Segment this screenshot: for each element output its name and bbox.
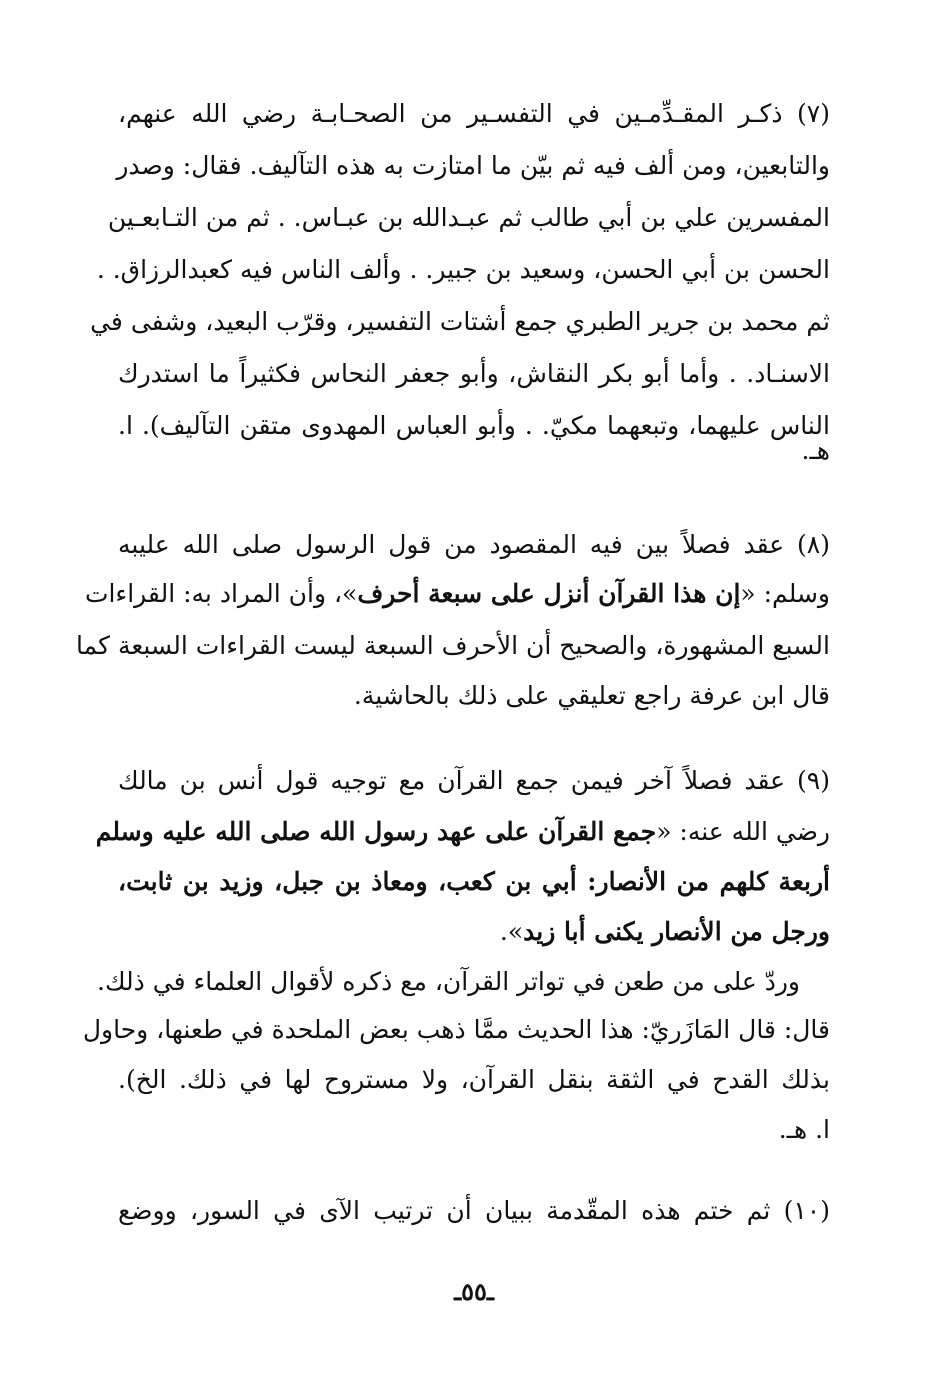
text-run: »، وأن المراد به: القراءات xyxy=(84,579,358,608)
text-line: (٩) عقد فصلاً آخر فيمن جمع القرآن مع توجيه قول أنس بن مالك xyxy=(118,766,830,795)
text-line: والتابعين، ومن ألف فيه ثم بيّن ما امتازت به هذه التآليف. فقال: وصدر xyxy=(116,151,830,180)
hadith-quote-line: أربعة كلهم من الأنصار: أبي بن كعب، ومعاذ بن جبل، وزيد بن ثابت، xyxy=(118,867,830,896)
text-line xyxy=(84,568,830,620)
text-line: الناس عليهما، وتبعهما مكيّ. . وأبو العباس المهدوى متقن التآليف). ا. xyxy=(118,411,830,440)
text-line: هـ. xyxy=(801,436,830,465)
text-line: قال ابن عرفة راجع تعليقي على ذلك بالحاشية. xyxy=(353,681,830,710)
text-run: ». xyxy=(499,917,524,946)
text-line xyxy=(95,806,830,858)
page-number: ـ٥٥ـ xyxy=(454,1277,494,1306)
text-line: الاسنـاد. . وأما أبو بكر النقاش، وأبو جعفر النحاس فكثيراً ما استدرك xyxy=(118,359,830,388)
text-line: السبع المشهورة، والصحيح أن الأحرف السبعة ليست القراءات السبعة كما xyxy=(76,631,830,660)
hadith-quote: إن هذا القرآن أنزل على سبعة أحرف xyxy=(357,579,741,608)
text-line: (٨) عقد فصلاً بين فيه المقصود من قول الرسول صلى الله عليبه xyxy=(118,530,830,559)
text-run: وسلم: « xyxy=(740,579,830,608)
text-line xyxy=(118,906,830,958)
text-line: (١٠) ثم ختم هذه المقّدمة ببيان أن ترتيب الآى في السور، ووضع xyxy=(118,1196,830,1225)
text-line: ثم محمد بن جرير الطبري جمع أشتات التفسير، وقرّب البعيد، وشفى في xyxy=(90,307,830,336)
text-run: رضي الله عنه: « xyxy=(656,817,830,846)
text-line: ا. هـ. xyxy=(778,1115,830,1144)
text-line: وردّ على من طعن في تواتر القرآن، مع ذكره لأقوال العلماء في ذلك. xyxy=(97,967,800,996)
text-line: قال: قال المَازَريّ: هذا الحديث ممَّا ذهب بعض الملحدة في طعنها، وحاول xyxy=(82,1015,830,1044)
text-line: الحسن بن أبي الحسن، وسعيد بن جبير. . وألف الناس فيه كعبدالرزاق. . xyxy=(96,255,830,284)
hadith-quote: جمع القرآن على عهد رسول الله صلى الله عليه وسلم xyxy=(95,817,657,846)
text-line: المفسرين علي بن أبي طالب ثم عبـدالله بن عبـاس. . ثم من التـابعـين xyxy=(107,203,830,232)
text-line: (٧) ذكـر المقـدِّمـين في التفسـير من الصحـابـة رضي الله عنهم، xyxy=(118,99,830,128)
hadith-quote: ورجل من الأنصار يكنى أبا زيد xyxy=(523,917,830,946)
text-line: بذلك القدح في الثقة بنقل القرآن، ولا مستروح لها في ذلك. الخ). xyxy=(118,1065,830,1094)
page-body xyxy=(76,0,830,1378)
